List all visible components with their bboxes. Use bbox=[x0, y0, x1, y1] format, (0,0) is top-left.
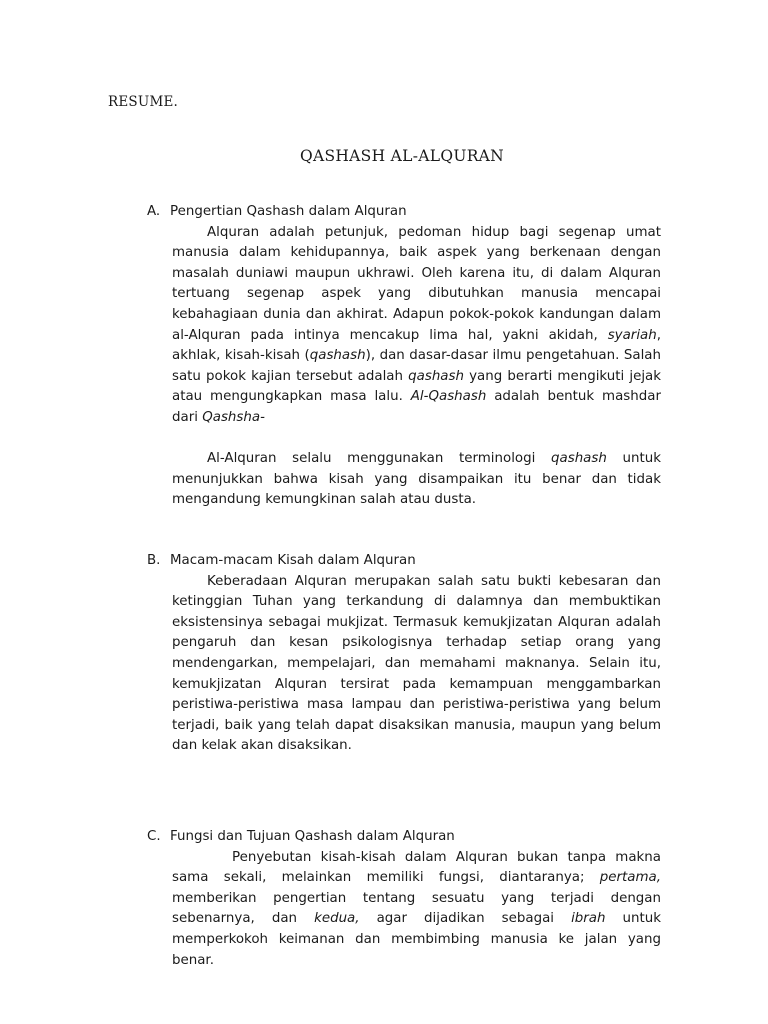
paragraph bbox=[172, 223, 661, 429]
text-run: Al-Alquran selalu menggunakan terminologi bbox=[207, 451, 552, 467]
section-title: Fungsi dan Tujuan Qashash dalam Alquran bbox=[170, 829, 455, 844]
paragraph bbox=[172, 449, 661, 511]
section-heading bbox=[147, 202, 661, 223]
text-run: Alquran adalah petunjuk, pedoman hidup bagi segenap umat manusia dalam kehidupannya, baik aspek yang berkenaan dengan masalah duniawi maupun ukhrawi. Oleh karena itu, di dalam Alquran tertuang segenap aspek yang dibutuhkan manusia mencapai kebahagiaan dunia dan akhirat. Adapun pokok-pokok kandungan dalam al-Alquran pada intinya mencakup lima hal, yakni akidah, bbox=[172, 224, 661, 343]
text-run: untuk memperkokoh keimanan dan membimbing manusia ke jalan yang benar. bbox=[172, 911, 661, 968]
italic-term: Qashsha- bbox=[202, 409, 265, 425]
paragraph bbox=[172, 572, 661, 757]
text-run: memberikan pengertian tentang sesuatu yang terjadi dengan sebenarnya, dan bbox=[172, 890, 661, 927]
document-title: QASHASH AL-ALQURAN bbox=[299, 147, 505, 165]
text-run: adalah bentuk mashdar dari bbox=[172, 389, 661, 425]
italic-term: qashash bbox=[309, 348, 366, 364]
section-title: Pengertian Qashash dalam Alquran bbox=[170, 204, 407, 219]
text-run: Penyebutan kisah-kisah dalam Alquran bukan tanpa makna sama sekali, melainkan memiliki fungsi, diantaranya; bbox=[172, 849, 661, 886]
text-run: Keberadaan Alquran merupakan salah satu bukti kebesaran dan ketinggian Tuhan yang terkandung di dalamnya dan membuktikan eksistensinya sebagai mukjizat. Termasuk kemukjizatan Alquran adalah pengaruh dan kesan psikologisnya terhadap setiap orang yang mendengarkan, mempelajari, dan memahami maknanya. Selain itu, kemukjizatan Alquran tersirat pada kemampuan menggambarkan peristiwa-peristiwa masa lampau dan peristiwa-peristiwa yang belum terjadi, baik yang telah dapat disaksikan manusia, maupun yang belum dan kelak akan disaksikan. bbox=[172, 573, 661, 754]
text-run: yang berarti mengikuti jejak atau mengungkapkan masa lalu. bbox=[172, 368, 661, 405]
text-run: ), dan dasar-dasar ilmu pengetahuan. Salah satu pokok kajian tersebut adalah bbox=[172, 348, 661, 384]
italic-term: syariah bbox=[607, 327, 657, 343]
italic-term: Al-Qashash bbox=[410, 389, 487, 405]
section-letter: C. bbox=[147, 829, 161, 844]
section-body bbox=[172, 848, 661, 972]
section-body bbox=[172, 572, 661, 757]
section-body bbox=[172, 223, 661, 511]
italic-term: kedua, bbox=[314, 911, 360, 927]
text-run: untuk menunjukkan bahwa kisah yang disampaikan itu benar dan tidak mengandung kemungkinan salah atau dusta. bbox=[172, 451, 661, 508]
italic-term: qashash bbox=[551, 451, 607, 467]
text-run: , akhlak, kisah-kisah ( bbox=[172, 327, 661, 364]
section-a bbox=[147, 202, 661, 511]
section-heading bbox=[147, 827, 661, 848]
section-heading bbox=[147, 551, 661, 572]
section-letter: B. bbox=[147, 553, 161, 568]
paragraph bbox=[172, 848, 661, 972]
text-run: agar dijadikan sebagai bbox=[359, 911, 572, 927]
section-title: Macam-macam Kisah dalam Alquran bbox=[170, 553, 416, 568]
section-c bbox=[147, 827, 661, 971]
italic-term: ibrah bbox=[571, 911, 606, 927]
italic-term: pertama, bbox=[599, 870, 661, 886]
section-b bbox=[147, 551, 661, 757]
italic-term: qashash bbox=[408, 368, 464, 384]
document-label: RESUME. bbox=[108, 94, 179, 110]
section-letter: A. bbox=[147, 204, 161, 219]
